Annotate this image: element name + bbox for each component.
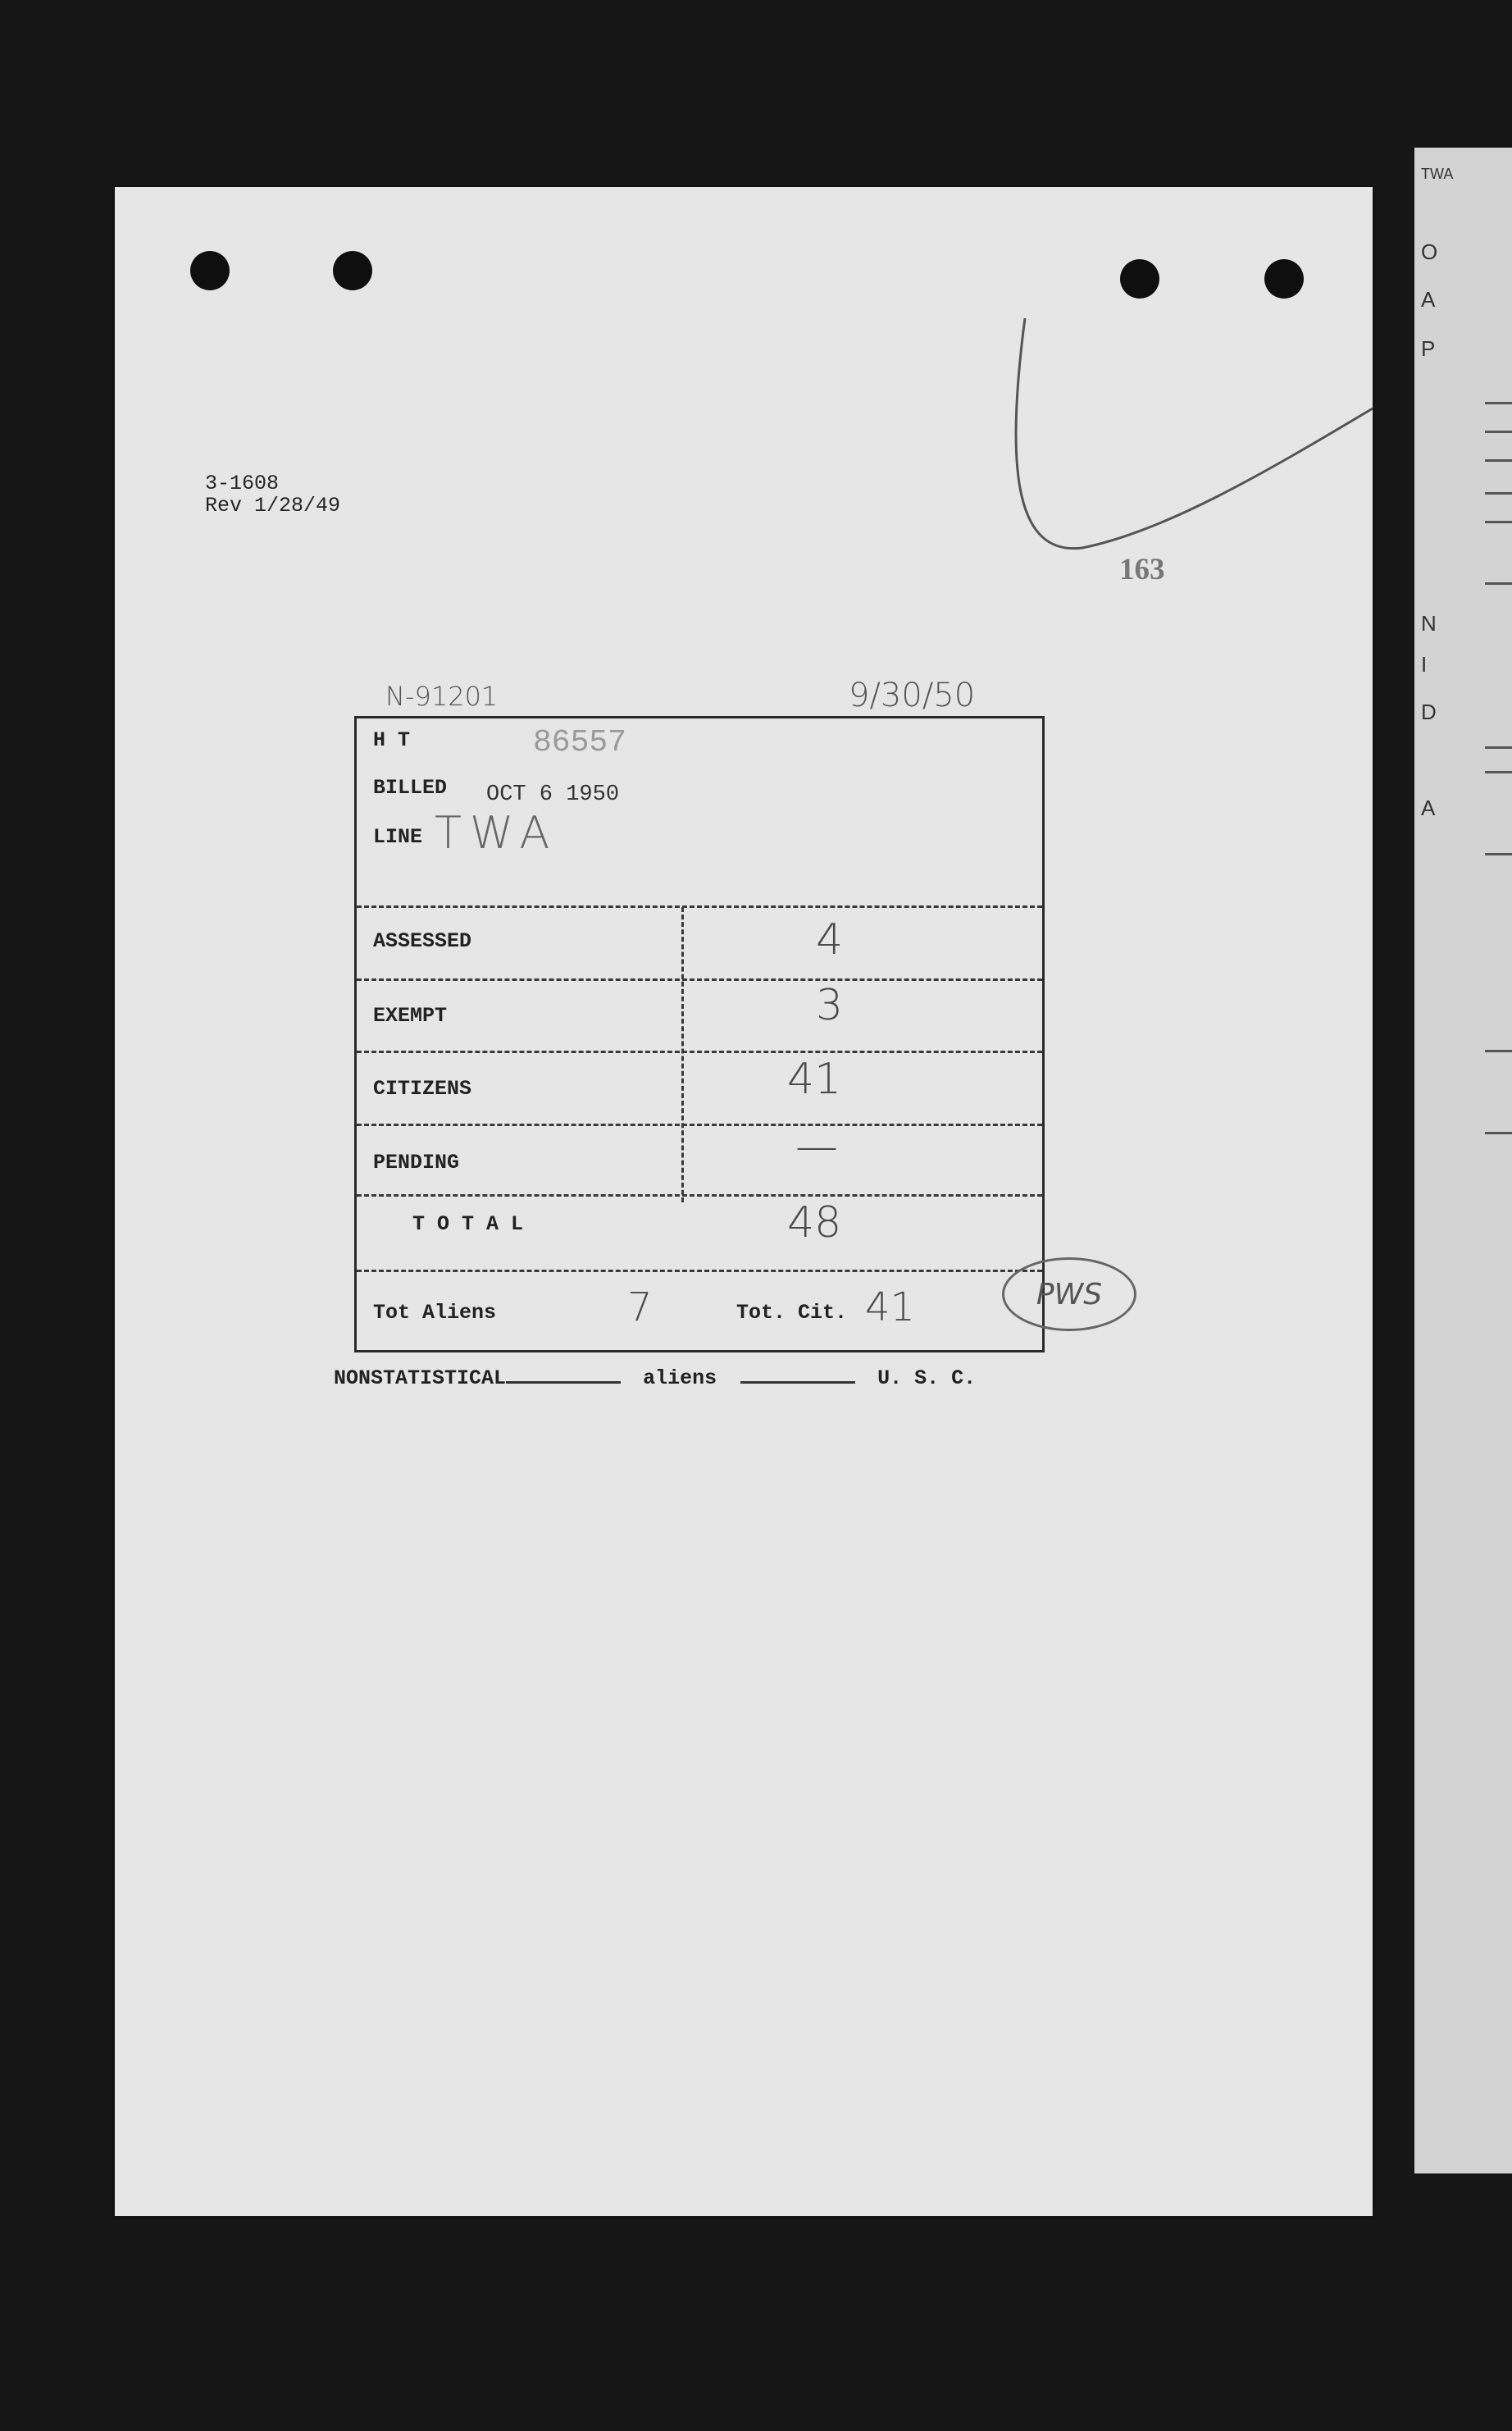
adjacent-sheet-text: O	[1421, 239, 1438, 264]
adjacent-sheet-rule	[1485, 459, 1512, 462]
adjacent-sheet-rule	[1485, 402, 1512, 404]
adjacent-sheet	[1414, 148, 1512, 2173]
page-number: 163	[1119, 553, 1165, 586]
nonstatistical-line	[334, 1366, 976, 1390]
total-label: T O T A L	[412, 1212, 524, 1236]
adjacent-sheet-text: P	[1421, 336, 1436, 361]
tot-cit-label: Tot. Cit.	[736, 1301, 848, 1325]
tot-aliens-value: 7	[627, 1284, 653, 1330]
initials-stamp: PWS	[1002, 1257, 1136, 1331]
passenger-tally-box	[354, 716, 1045, 1352]
tot-aliens-label: Tot Aliens	[373, 1301, 497, 1325]
tot-cit-value: 41	[865, 1284, 916, 1330]
adjacent-sheet-rule	[1485, 521, 1512, 523]
divider	[357, 978, 1042, 981]
adjacent-sheet-rule	[1485, 492, 1512, 495]
aliens-label: aliens	[643, 1366, 717, 1390]
ht-value: 86557	[533, 725, 627, 760]
adjacent-sheet-text: A	[1421, 287, 1436, 312]
adjacent-sheet-rule	[1485, 431, 1512, 433]
aliens-blank	[740, 1366, 855, 1384]
row-label-exempt: EXEMPT	[373, 1004, 448, 1028]
adjacent-sheet-text: TWA	[1421, 166, 1454, 182]
row-label-pending: PENDING	[373, 1151, 460, 1174]
form-number	[205, 472, 340, 517]
adjacent-sheet-rule	[1485, 582, 1512, 585]
row-value-assessed: 4	[816, 915, 844, 965]
ht-label: H T	[373, 728, 411, 752]
nonstatistical-label: NONSTATISTICAL	[334, 1366, 507, 1390]
usc-label: U. S. C.	[877, 1366, 977, 1390]
line-value: TWA	[435, 807, 558, 859]
divider	[357, 1270, 1042, 1272]
divider	[357, 1051, 1042, 1053]
adjacent-sheet-rule	[1485, 771, 1512, 773]
row-label-assessed: ASSESSED	[373, 929, 472, 953]
adjacent-sheet-rule	[1485, 1050, 1512, 1052]
manifest-number: N-91201	[385, 681, 499, 712]
column-divider	[681, 907, 684, 1202]
adjacent-sheet-rule	[1485, 1132, 1512, 1134]
adjacent-sheet-text: N	[1421, 611, 1437, 636]
row-value-citizens: 41	[787, 1055, 842, 1104]
adjacent-sheet-text: D	[1421, 700, 1437, 724]
row-value-pending: —	[795, 1122, 838, 1171]
form-page	[115, 187, 1373, 2216]
nonstatistical-blank	[506, 1366, 621, 1384]
divider	[357, 905, 1042, 908]
adjacent-sheet-text: A	[1421, 796, 1436, 820]
billed-label: BILLED	[373, 776, 448, 800]
line-label: LINE	[373, 825, 423, 849]
divider	[357, 1124, 1042, 1126]
adjacent-sheet-text: I	[1421, 652, 1428, 677]
adjacent-sheet-rule	[1485, 746, 1512, 749]
row-value-exempt: 3	[816, 981, 844, 1030]
divider	[357, 1194, 1042, 1197]
adjacent-sheet-rule	[1485, 853, 1512, 855]
manifest-date: 9/30/50	[849, 677, 976, 714]
billed-stamp: OCT 6 1950	[486, 782, 620, 807]
form-number-text: 3-1608	[205, 472, 280, 495]
total-value: 48	[787, 1198, 842, 1247]
pen-stroke	[115, 187, 1373, 597]
row-label-citizens: CITIZENS	[373, 1077, 472, 1101]
form-revision: Rev 1/28/49	[205, 494, 341, 518]
